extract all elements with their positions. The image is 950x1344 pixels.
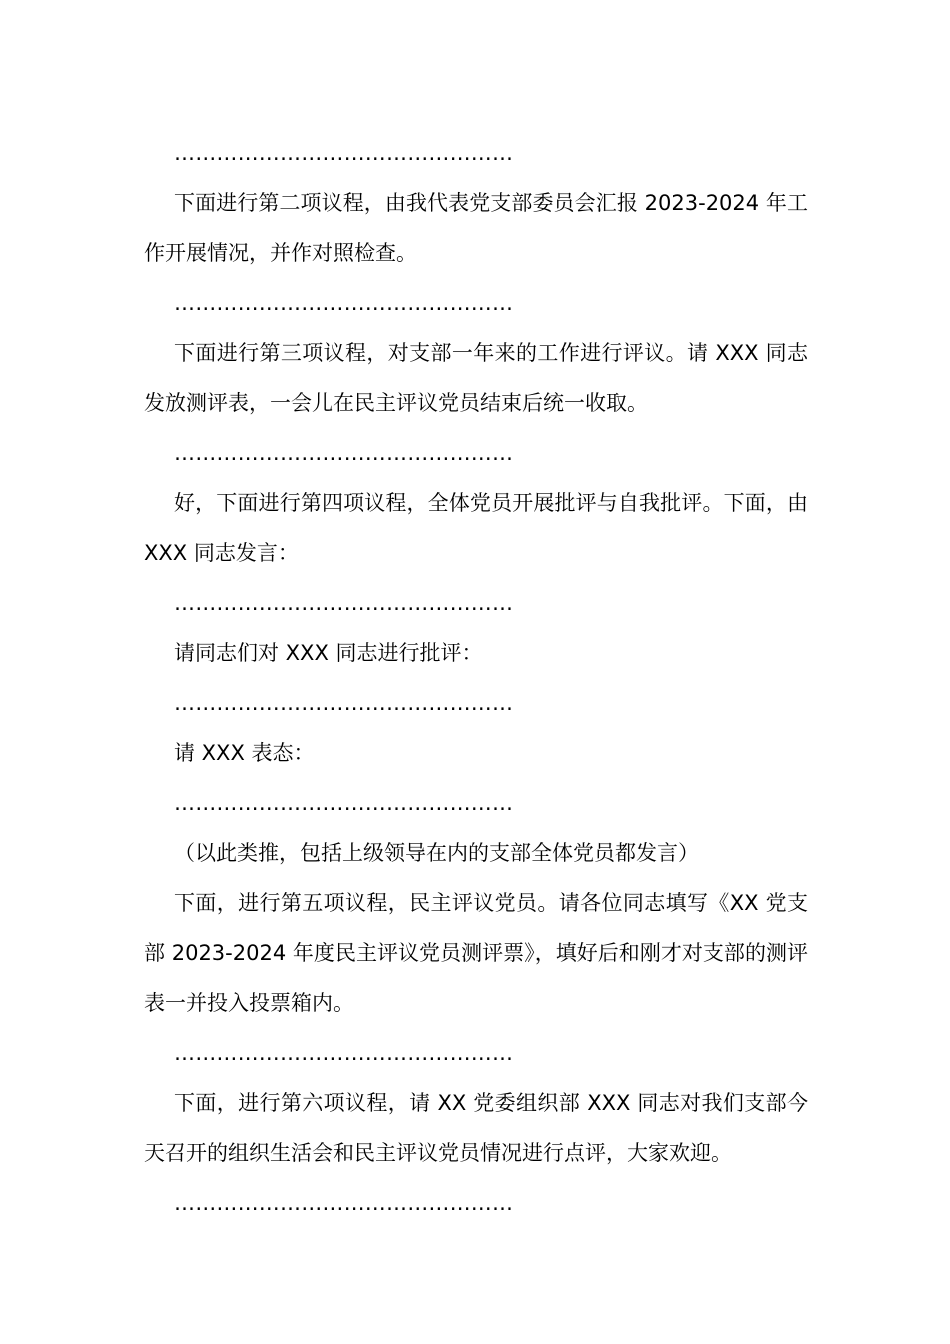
ellipsis-line: ………………………………………… — [174, 691, 514, 715]
ellipsis-line: ………………………………………… — [174, 1041, 514, 1065]
ellipsis-line: ………………………………………… — [174, 441, 514, 465]
statement-request: 请 XXX 表态： — [174, 741, 315, 765]
agenda-item-3: 下面进行第三项议程，对支部一年来的工作进行评议。请 XXX 同志发放测评表，一会儿在民主评议党员结束后统一收取。 — [144, 341, 808, 415]
agenda-item-6: 下面，进行第六项议程，请 XX 党委组织部 XXX 同志对我们支部今天召开的组织生活会和民主评议党员情况进行点评，大家欢迎。 — [144, 1091, 808, 1165]
ellipsis-line: ………………………………………… — [174, 1191, 514, 1215]
agenda-item-2: 下面进行第二项议程，由我代表党支部委员会汇报 2023-2024 年工作开展情况，并作对照检查。 — [144, 191, 808, 265]
ellipsis-line: ………………………………………… — [174, 141, 514, 165]
agenda-item-5: 下面，进行第五项议程，民主评议党员。请各位同志填写《XX 党支部 2023-2024 年度民主评议党员测评票》，填好后和刚才对支部的测评表一并投入投票箱内。 — [144, 891, 809, 1015]
criticism-request: 请同志们对 XXX 同志进行批评： — [174, 641, 483, 665]
ellipsis-line: ………………………………………… — [174, 291, 514, 315]
ellipsis-line: ………………………………………… — [174, 591, 514, 615]
document-body — [144, 128, 808, 1228]
ellipsis-line: ………………………………………… — [174, 791, 514, 815]
note-paragraph: （以此类推，包括上级领导在内的支部全体党员都发言） — [174, 841, 699, 865]
agenda-item-4: 好，下面进行第四项议程，全体党员开展批评与自我批评。下面，由 XXX 同志发言： — [144, 491, 808, 565]
